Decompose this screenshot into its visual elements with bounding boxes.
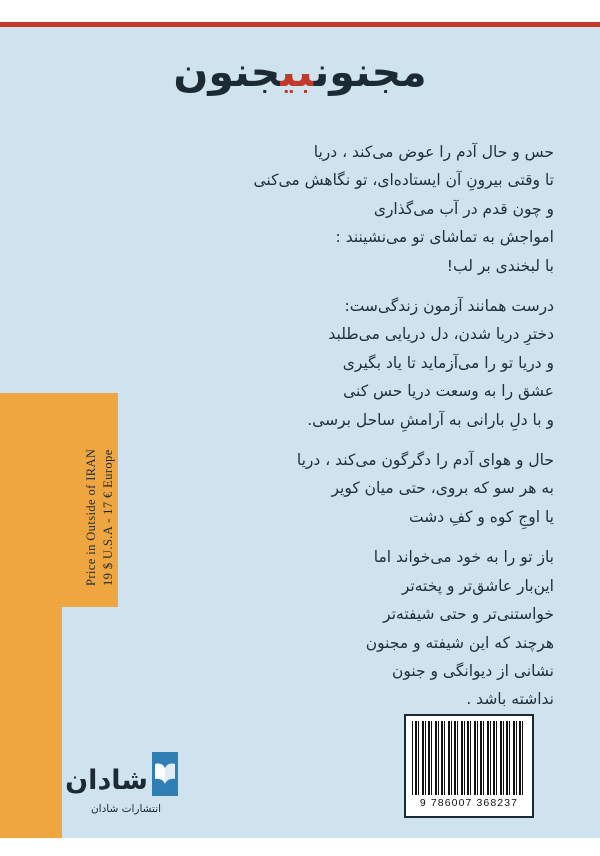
poem-line: خواستنی‌تر و حتی شیفته‌تر	[383, 605, 554, 624]
poem-stanza	[124, 138, 554, 280]
poem-line: عشق را به وسعت دریا حس کنی	[343, 382, 554, 401]
publisher-logo	[66, 752, 178, 815]
barcode-number: 9 786007 368237	[419, 797, 519, 809]
top-white-band	[0, 0, 600, 22]
publisher-name: شادان	[65, 765, 148, 796]
publisher-caption: انتشارات شادان	[90, 803, 162, 815]
poem-line: باز تو را به خود می‌خواند اما	[373, 548, 554, 567]
top-red-rule	[0, 22, 600, 27]
poem-line: نداشته باشد .	[466, 690, 554, 709]
poem-text	[124, 138, 554, 726]
poem-line: نشانی از دیوانگی و جنون	[391, 661, 554, 680]
poem-line: این‌بار عاشق‌تر و پخته‌تر	[401, 576, 554, 595]
title-lead: مجنون	[313, 48, 427, 96]
poem-line: هرچند که این شیفته و مجنون	[365, 633, 554, 652]
poem-line: حس و حال آدم را عوض می‌کند ، دریا	[313, 143, 554, 161]
poem-stanza	[124, 292, 554, 434]
barcode	[404, 714, 534, 818]
orange-left-column	[0, 607, 62, 856]
poem-line: و با دلِ بارانی به آرامشِ ساحل برسی.	[307, 410, 554, 429]
poem-line: و دریا تو را می‌آزماید تا یاد بگیری	[342, 353, 554, 372]
poem-line: دخترِ دریا شدن، دل دریایی می‌طلبد	[328, 325, 554, 344]
bottom-white-band	[0, 838, 600, 856]
poem-line: حال و هوای آدم را دگرگون می‌کند ، دریا	[296, 451, 554, 470]
price-text	[84, 346, 116, 586]
poem-line: و چون قدم در آب می‌گذاری	[373, 199, 554, 218]
title-tail: جنون	[173, 48, 281, 96]
book-icon	[152, 752, 178, 796]
poem-line: به هر سو که بروی، حتی میان کویر	[331, 479, 554, 498]
logo-row	[66, 752, 178, 796]
poem-stanza	[124, 543, 554, 713]
poem-line: تا وقتی بیرونِ آن ایستاده‌ای، تو نگاهش می‌کنی	[253, 171, 554, 190]
poem-line: یا اوجِ کوه و کفِ دشت	[409, 507, 554, 526]
title-accent: بی	[280, 48, 314, 96]
price-line-1: Price in Outside of IRAN	[84, 448, 98, 586]
poem-line: امواجش به تماشای تو می‌نشینند :	[335, 228, 554, 247]
poem-line: با لبخندی بر لب!	[446, 256, 554, 275]
poem-line: درست همانند آزمون زندگی‌ست:	[344, 297, 554, 316]
poem-stanza	[124, 446, 554, 531]
book-title	[0, 48, 600, 96]
barcode-bars	[412, 721, 526, 795]
price-line-2: 19 $ U.S.A - 17 € Europe	[101, 449, 115, 586]
